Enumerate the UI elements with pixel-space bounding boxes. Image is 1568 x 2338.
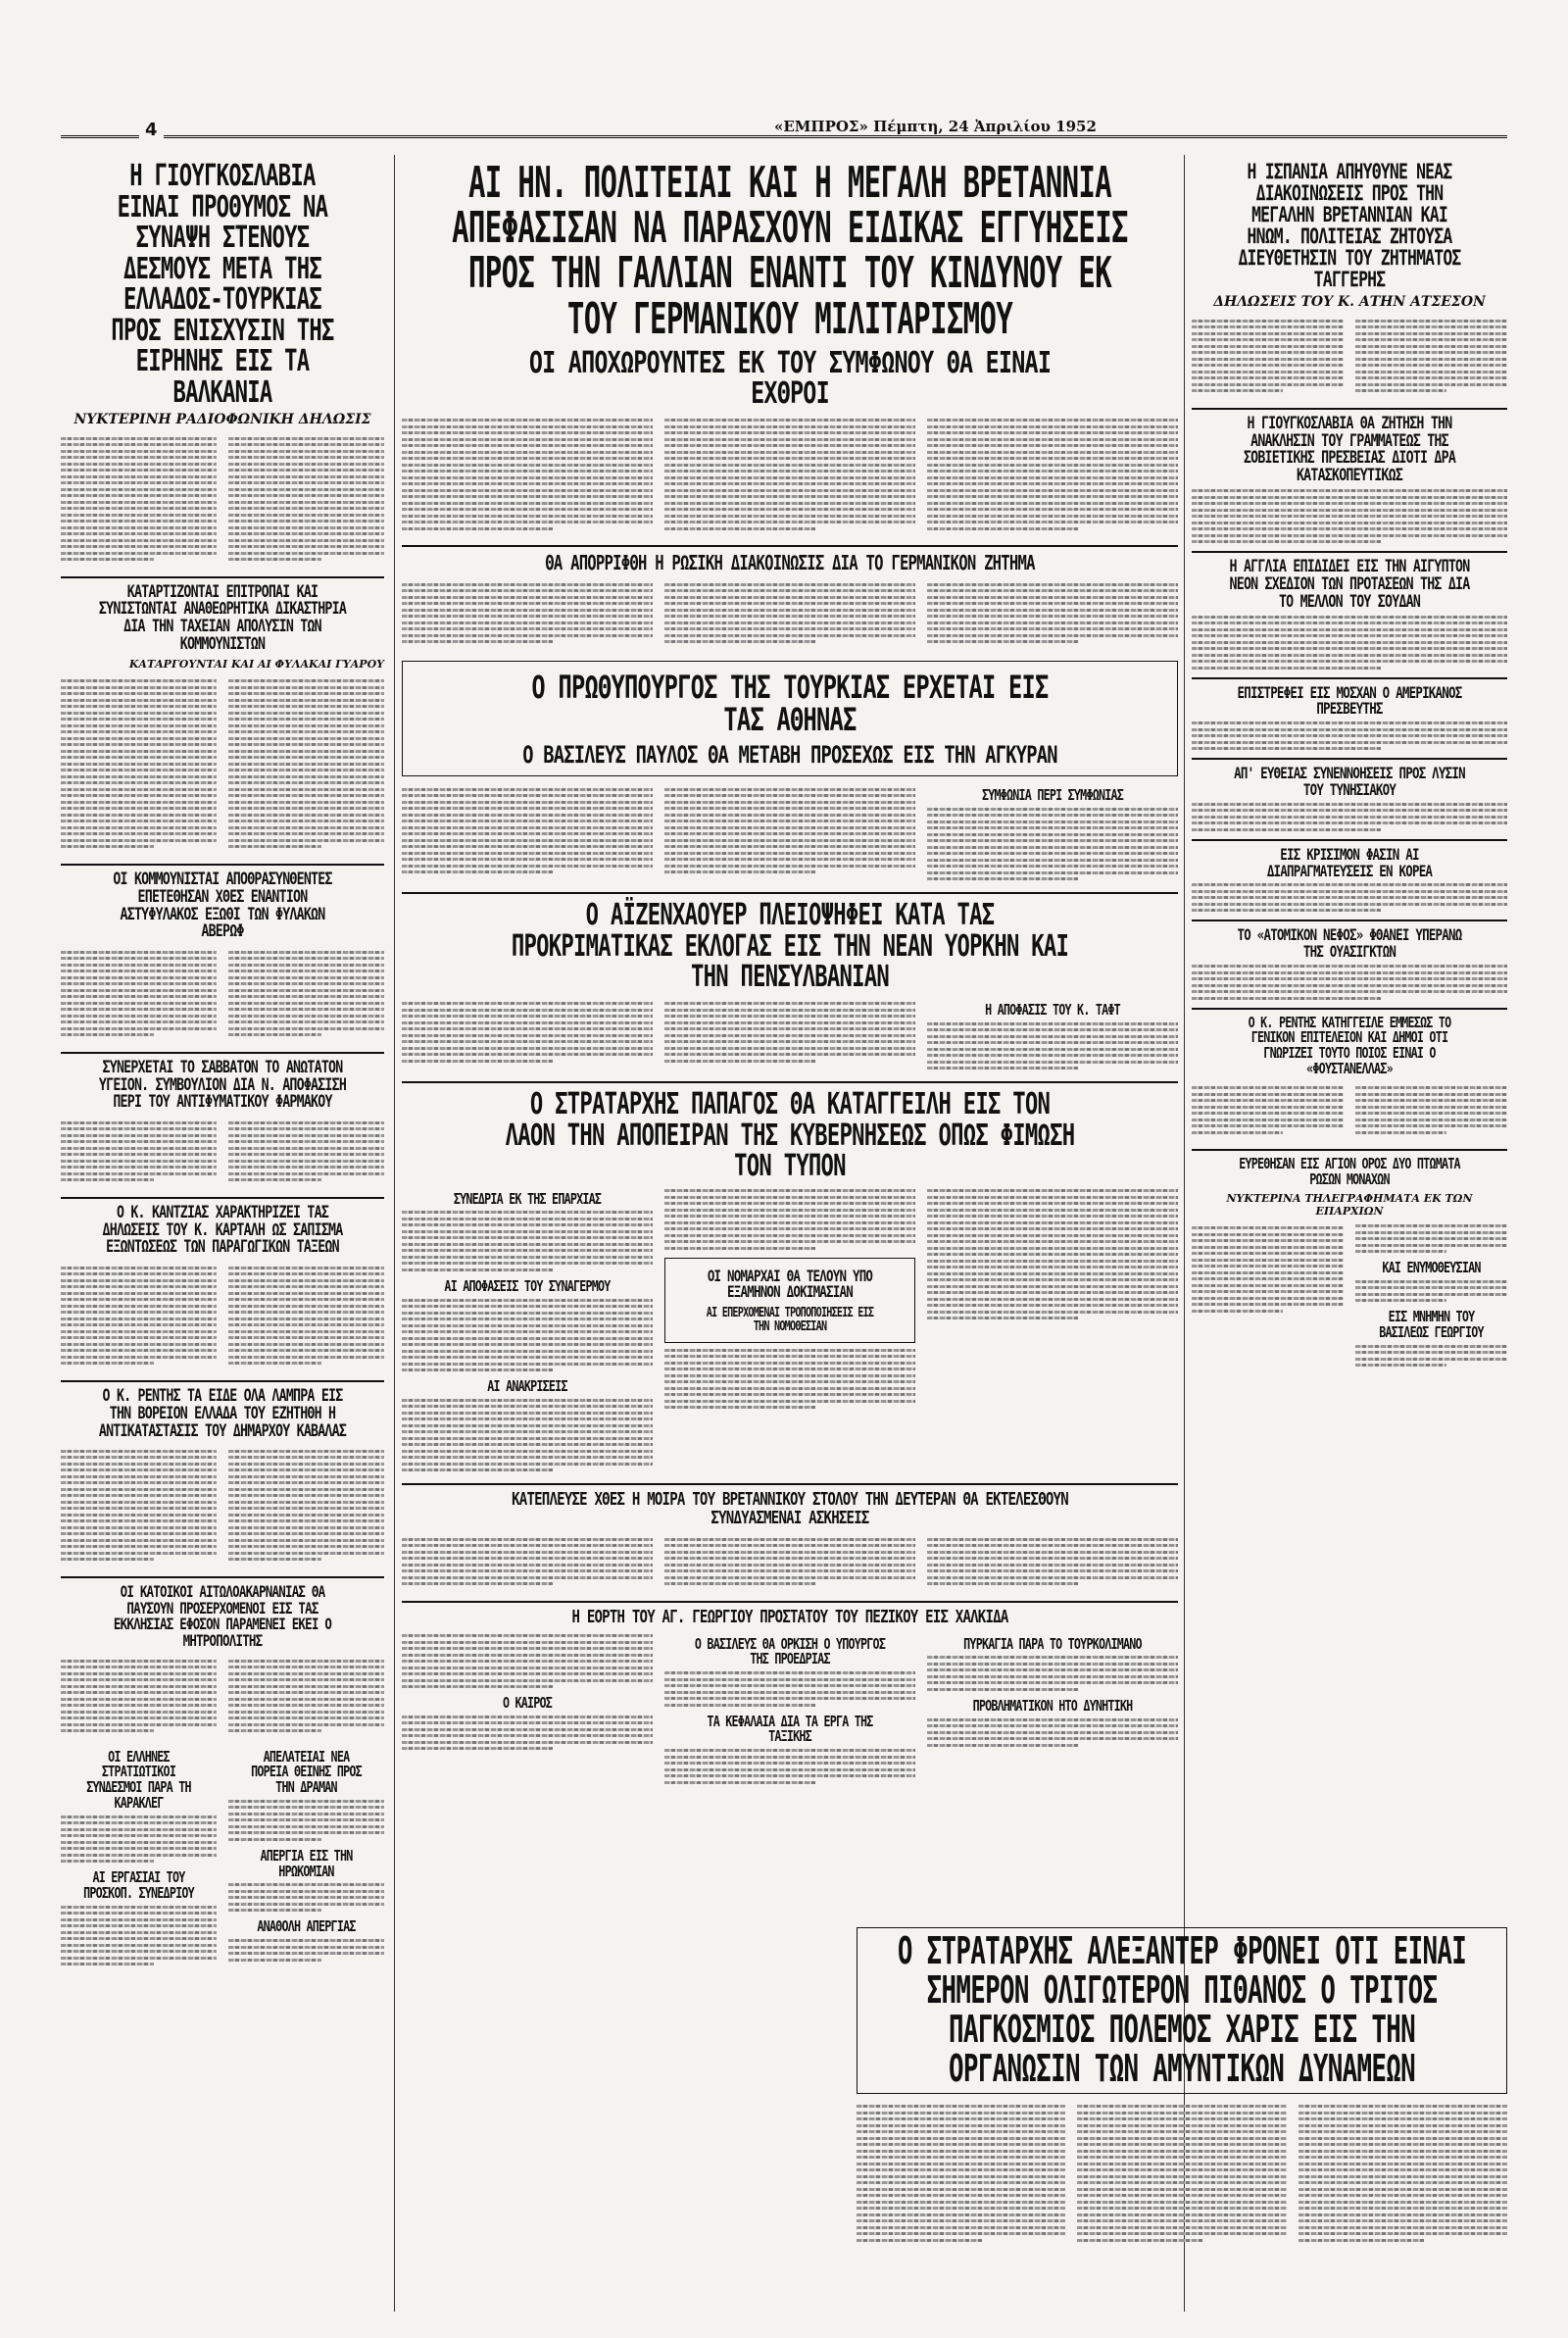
headline-strike-postponed: ΑΝΑΘΟΛΗ ΑΠΕΡΓΙΑΣ — [257, 1917, 356, 1936]
article-body — [927, 808, 1178, 881]
article-body — [402, 1299, 653, 1372]
headline-aetoloakarnania: ΟΙ ΚΑΤΟΙΚΟΙ ΑΙΤΩΛΟΑΚΑΡΝΑΝΙΑΣ ΘΑ ΠΑΥΣΟΥΝ ΠΡΟΣΕΡΧΟΜΕΝΟΙ ΕΙΣ ΤΑΣ ΕΚΚΛΗΣΙΑΣ ΕΦΟΣΟΝ ΠΑΡΑΜΕΝΕΙ ΕΚΕΙ Ο ΜΗΤΡΟΠΟΛΙΤΗΣ — [113, 1581, 332, 1651]
article-body — [228, 947, 384, 1040]
headline-rally-decisions: ΑΙ ΑΠΟΦΑΣΕΙΣ ΤΟΥ ΣΥΝΑΓΕΡΜΟΥ — [444, 1276, 611, 1295]
article-body — [857, 2102, 1065, 2246]
headline-funds: ΤΑ ΚΕΦΑΛΑΙΑ ΔΙΑ ΤΑ ΕΡΓΑ ΤΗΣ ΤΑΞΙΚΗΣ — [707, 1712, 873, 1746]
headline-rentis-kavala: Ο Κ. ΡΕΝΤΗΣ ΤΑ ΕΙΔΕ ΟΛΑ ΛΑΜΠΡΑ ΕΙΣ ΤΗΝ ΒΟΡΕΙΟΝ ΕΛΛΑΔΑ ΤΟΥ ΕΖΗΤΗΘΗ Η ΑΝΤΙΚΑΤΑΣΤΑΣΙΣ ΤΟΥ ΔΗΜΑΡΧΟΥ ΚΑΒΑΛΑΣ — [98, 1385, 347, 1441]
article-body — [61, 1906, 217, 1966]
headline-atomic-cloud: ΤΟ «ΑΤΟΜΙΚΟΝ ΝΕΦΟΣ» ΦΘΑΝΕΙ ΥΠΕΡΑΝΩ ΤΗΣ ΟΥΑΣΙΓΚΤΩΝ — [1237, 925, 1462, 962]
article-body — [61, 1118, 217, 1185]
headline-prefects: ΟΙ ΝΟΜΑΡΧΑΙ ΘΑ ΤΕΛΟΥΝ ΥΠΟ ΕΞΑΜΗΝΟΝ ΔΟΚΙΜΑΣΙΑΝ — [707, 1266, 873, 1302]
article-body — [1192, 1083, 1344, 1138]
headline-soviet-embassy: Η ΓΙΟΥΓΚΟΣΛΑΒΙΑ ΘΑ ΖΗΤΗΣΗ ΤΗΝ ΑΝΑΚΛΗΣΙΝ ΤΟΥ ΓΡΑΜΜΑΤΕΩΣ ΤΗΣ ΣΟΒΙΕΤΙΚΗΣ ΠΡΕΣΒΕΙΑΣ ΔΙΟΤΙ ΔΡΑ ΚΑΤΑΣΚΟΠΕΥΤΙΚΩΣ — [1243, 413, 1456, 486]
article-body — [61, 1446, 217, 1565]
article-body — [927, 1656, 1178, 1691]
article-body — [927, 1189, 1178, 1319]
headline-ambassador: ΕΠΙΣΤΡΕΦΕΙ ΕΙΣ ΜΟΣΧΑΝ Ο ΑΜΕΡΙΚΑΝΟΣ ΠΡΕΣΒΕΥΤΗΣ — [1237, 682, 1462, 719]
headline-communists-attack: ΟΙ ΚΟΜΜΟΥΝΙΣΤΑΙ ΑΠΟΘΡΑΣΥΝΘΕΝΤΕΣ ΕΠΕΤΕΘΗΣΑΝ ΧΘΕΣ ΕΝΑΝΤΙΟΝ ΑΣΤΥΦΥΛΑΚΟΣ ΕΞΩΘΙ ΤΩΝ ΦΥΛΑΚΩΝ ΑΒΕΡΩΦ — [113, 869, 332, 942]
headline-scouts: ΑΙ ΕΡΓΑΣΙΑΙ ΤΟΥ ΠΡΟΣΚΟΠ. ΣΥΝΕΔΡΙΟΥ — [83, 1868, 194, 1902]
subhead-provincial-telegrams: ΝΥΚΤΕΡΙΝΑ ΤΗΛΕΓΡΑΦΗΜΑΤΑ ΕΚ ΤΩΝ ΕΠΑΡΧΙΩΝ — [1226, 1191, 1473, 1218]
article-body — [402, 579, 653, 647]
headline-committees-tribunals: ΚΑΤΑΡΤΙΖΟΝΤΑΙ ΕΠΙΤΡΟΠΑΙ ΚΑΙ ΣΥΝΙΣΤΩΝΤΑΙ ΑΝΑΘΕΩΡΗΤΙΚΑ ΔΙΚΑΣΤΗΡΙΑ ΔΙΑ ΤΗΝ ΤΑΧΕΙΑΝ ΑΠΟΛΥΣΙΝ ΤΩΝ ΚΟΜΜΟΥΝΙΣΤΩΝ — [98, 581, 347, 655]
article-body — [61, 1263, 217, 1368]
article-body — [1355, 1083, 1507, 1138]
page-number: 4 — [139, 120, 164, 140]
headline-tunisia: ΑΠ' ΕΥΘΕΙΑΣ ΣΥΝΕΝΝΟΗΣΕΙΣ ΠΡΟΣ ΛΥΣΙΝ ΤΟΥ ΤΥΝΗΣΙΑΚΟΥ — [1234, 764, 1465, 800]
article-body — [664, 1534, 915, 1589]
headline-spain-tangier: Η ΙΣΠΑΝΙΑ ΑΠΗΥΘΥΝΕ ΝΕΑΣ ΔΙΑΚΟΙΝΩΣΕΙΣ ΠΡΟΣ ΤΗΝ ΜΕΓΑΛΗΝ ΒΡΕΤΑΝΝΙΑΝ ΚΑΙ ΗΝΩΜ. ΠΟΛΙΤΕΙΑΣ ΖΗΤΟΥΣΑ ΔΙΕΥΘΕΤΗΣΙΝ ΤΟΥ ΖΗΤΗΜΑΤΟΣ ΤΑΓΓΕΡΗΣ — [1238, 160, 1461, 292]
article-body — [664, 999, 915, 1070]
article-body — [402, 1211, 653, 1271]
page-header — [61, 120, 1507, 147]
left-column — [61, 155, 384, 1973]
headline-king-george-memory: ΕΙΣ ΜΝΗΜΗΝ ΤΟΥ ΒΑΣΙΛΕΩΣ ΓΕΩΡΓΙΟΥ — [1379, 1308, 1484, 1342]
headline-papagos: Ο ΣΤΡΑΤΑΡΧΗΣ ΠΑΠΑΓΟΣ ΘΑ ΚΑΤΑΓΓΕΙΛΗ ΕΙΣ ΤΟΝ ΛΑΟΝ ΤΗΝ ΑΠΟΠΕΙΡΑΝ ΤΗΣ ΚΥΒΕΡΝΗΣΕΩΣ ΟΠΩΣ ΦΙΜΩΣΗ ΤΟΝ ΤΥΠΟΝ — [505, 1087, 1075, 1184]
article-body — [402, 1399, 653, 1472]
headline-oath: Ο ΒΑΣΙΛΕΥΣ ΘΑ ΟΡΚΙΣΗ Ο ΥΠΟΥΡΓΟΣ ΤΗΣ ΠΡΟΕΔΡΙΑΣ — [694, 1634, 886, 1668]
headline-enymotheusis: ΚΑΙ ΕΝΥΜΟΘΕΥΣΙΑΝ — [1382, 1259, 1481, 1277]
article-body — [1298, 2102, 1507, 2246]
article-body — [1192, 489, 1507, 543]
headline-alexander: Ο ΣΤΡΑΤΑΡΧΗΣ ΑΛΕΞΑΝΤΕΡ ΦΡΟΝΕΙ ΟΤΙ ΕΙΝΑΙ ΣΗΜΕΡΟΝ ΟΛΙΓΩΤΕΡΟΝ ΠΙΘΑΝΟΣ Ο ΤΡΙΤΟΣ ΠΑΓΚΟΣΜΙΟΣ ΠΟΛΕΜΟΣ ΧΑΡΙΣ ΕΙΣ ΤΗΝ ΟΡΓΑΝΩΣΙΝ ΤΩΝ ΑΜΥΝΤΙΚΩΝ ΔΥΝΑΜΕΩΝ — [897, 1929, 1467, 2090]
article-body — [402, 784, 653, 880]
article-body — [61, 1816, 217, 1864]
article-body — [228, 1883, 384, 1912]
article-body — [61, 676, 217, 852]
article-body — [927, 579, 1178, 647]
article-body — [664, 1749, 915, 1784]
article-body — [1192, 721, 1507, 750]
headline-military: ΟΙ ΕΛΛΗΝΕΣ ΣΤΡΑΤΙΩΤΙΚΟΙ ΣΥΝΔΕΣΜΟΙ ΠΑΡΑ ΤΗ ΚΑΡΑΚΛΕΓ — [86, 1747, 191, 1812]
article-body — [1192, 616, 1507, 670]
headline-sudan: Η ΑΓΓΛΙΑ ΕΠΙΔΙΔΕΙ ΕΙΣ ΤΗΝ ΑΙΓΥΠΤΟΝ ΝΕΟΝ ΣΧΕΔΙΟΝ ΤΩΝ ΠΡΟΤΑΣΕΩΝ ΤΗΣ ΔΙΑ ΤΟ ΜΕΛΛΟΝ ΤΟΥ ΣΟΥΔΑΝ — [1229, 557, 1470, 612]
headline-strike: ΑΠΕΡΓΙΑ ΕΙΣ ΤΗΝ ΗΡΩΚΟΜΙΑΝ — [260, 1846, 353, 1880]
article-body — [664, 416, 915, 534]
article-body — [228, 1118, 384, 1185]
article-body — [228, 1446, 384, 1565]
header-rule — [61, 135, 1507, 138]
subhead-acheson: ΔΗΛΩΣΕΙΣ ΤΟΥ Κ. ΑΤΗΝ ΑΤΣΕΣΟΝ — [1213, 294, 1486, 311]
main-subheadline: ΟΙ ΑΠΟΧΩΡΟΥΝΤΕΣ ΕΚ ΤΟΥ ΣΥΜΦΩΝΟΥ ΘΑ ΕΙΝΑΙ ΕΧΘΡΟΙ — [528, 345, 1052, 412]
center-section — [402, 155, 1178, 1792]
article-body — [664, 1671, 915, 1707]
article-body — [1355, 1224, 1507, 1253]
headline-turkish-pm: Ο ΠΡΩΘΥΠΟΥΡΓΟΣ ΤΗΣ ΤΟΥΡΚΙΑΣ ΕΡΧΕΤΑΙ ΕΙΣ ΤΑΣ ΑΘΗΝΑΣ — [531, 668, 1049, 739]
article-body — [402, 1716, 653, 1751]
alexander-story — [857, 1921, 1507, 2253]
headline-soviet-note: ΘΑ ΑΠΟΡΡΙΦΘΗ Η ΡΩΣΙΚΗ ΔΙΑΚΟΙΝΩΣΙΣ ΔΙΑ ΤΟ ΓΕΡΜΑΝΙΚΟΝ ΖΗΤΗΜΑ — [545, 551, 1035, 575]
headline-weather: Ο ΚΑΙΡΟΣ — [502, 1694, 553, 1713]
article-body — [664, 579, 915, 647]
subhead-radio-statement: ΝΥΚΤΕΡΙΝΗ ΡΑΔΙΟΦΩΝΙΚΗ ΔΗΛΩΣΙΣ — [74, 412, 371, 427]
article-body — [1192, 803, 1507, 831]
headline-foustanellas: Ο Κ. ΡΕΝΤΗΣ ΚΑΤΗΓΓΕΙΛΕ ΕΜΜΕΣΩΣ ΤΟ ΓΕΝΙΚΟΝ ΕΠΙΤΕΛΕΙΟΝ ΚΑΙ ΔΗΜΟΙ ΟΤΙ ΓΝΩΡΙΖΕΙ ΤΟΥΤΟ ΠΟΙΟΣ ΕΙΝΑΙ Ο «ΦΟΥΣΤΑΝΕΛΛΑΣ» — [1248, 1013, 1451, 1077]
subheadline-king-ankara: Ο ΒΑΣΙΛΕΥΣ ΠΑΥΛΟΣ ΘΑ ΜΕΤΑΒΗ ΠΡΟΣΕΧΩΣ ΕΙΣ ΤΗΝ ΑΓΚΥΡΑΝ — [522, 740, 1057, 769]
article-body — [402, 1634, 653, 1688]
article-body — [61, 433, 217, 565]
article-body — [1355, 1345, 1507, 1368]
subheadline-legislation: ΑΙ ΕΠΕΡΧΟΜΕΝΑΙ ΤΡΟΠΟΠΟΙΗΣΕΙΣ ΕΙΣ ΤΗΝ ΝΟΜΟΘΕΣΙΑΝ — [706, 1306, 874, 1334]
headline-drama: ΑΠΕΛΑΤΕΙΑΙ ΝΕΑ ΠΟΡΕΙΑ ΘΕΙΝΗΣ ΠΡΟΣ ΤΗΝ ΔΡΑΜΑΝ — [251, 1747, 362, 1797]
article-body — [228, 1656, 384, 1736]
subhead-gyaros: ΚΑΤΑΡΓΟΥΝΤΑΙ ΚΑΙ ΑΙ ΦΥΛΑΚΑΙ ΓΥΑΡΟΥ — [128, 657, 384, 671]
article-body — [1355, 1280, 1507, 1303]
headline-health-council: ΣΥΝΕΡΧΕΤΑΙ ΤΟ ΣΑΒΒΑΤΟΝ ΤΟ ΑΝΩΤΑΤΟΝ ΥΓΕΙΟΝ. ΣΥΜΒΟΥΛΙΟΝ ΔΙΑ Ν. ΑΠΟΦΑΣΙΣΗ ΠΕΡΙ ΤΟΥ ΑΝΤΙΦΥΜΑΤΙΚΟΥ ΦΑΡΜΑΚΟΥ — [98, 1057, 347, 1113]
article-body — [61, 1656, 217, 1736]
article-body — [1355, 316, 1507, 396]
article-body — [402, 416, 653, 534]
article-body — [402, 999, 653, 1070]
article-body — [228, 1939, 384, 1962]
right-column — [1192, 155, 1507, 1374]
article-body — [664, 784, 915, 880]
article-body — [664, 1189, 915, 1250]
headline-inquiries: ΑΙ ΑΝΑΚΡΙΣΕΙΣ — [487, 1377, 567, 1396]
main-headline: ΑΙ ΗΝ. ΠΟΛΙΤΕΙΑΙ ΚΑΙ Η ΜΕΓΑΛΗ ΒΡΕΤΑΝΝΙΑ ΑΠΕΦΑΣΙΣΑΝ ΝΑ ΠΑΡΑΣΧΟΥΝ ΕΙΔΙΚΑΣ ΕΓΓΥΗΣΕΙΣ ΠΡΟΣ ΤΗΝ ΓΑΛΛΙΑΝ ΕΝΑΝΤΙ ΤΟΥ ΚΙΝΔΥΝΟΥ ΕΚ ΤΟΥ ΓΕΡΜΑΝΙΚΟΥ ΜΙΛΙΤΑΡΙΣΜΟΥ — [452, 158, 1128, 344]
article-body — [927, 1718, 1178, 1747]
headline-korea: ΕΙΣ ΚΡΙΣΙΜΟΝ ΦΑΣΙΝ ΑΙ ΔΙΑΠΡΑΓΜΑΤΕΥΣΕΙΣ ΕΝ ΚΟΡΕΑ — [1266, 844, 1433, 880]
column-rule — [394, 155, 395, 2312]
article-body — [927, 1022, 1178, 1070]
headline-eisenhower: Ο ΑΪΖΕΝΧΑΟΥΕΡ ΠΛΕΙΟΨΗΦΕΙ ΚΑΤΑ ΤΑΣ ΠΡΟΚΡΙΜΑΤΙΚΑΣ ΕΚΛΟΓΑΣ ΕΙΣ ΤΗΝ ΝΕΑΝ ΥΟΡΚΗΝ ΚΑΙ ΤΗΝ ΠΕΝΣΥΛΒΑΝΙΑΝ — [511, 898, 1069, 995]
article-body — [228, 1800, 384, 1841]
headline-session: ΣΥΝΕΔΡΙΑ ΕΚ ΤΗΣ ΕΠΑΡΧΙΑΣ — [453, 1189, 602, 1208]
headline-agreement: ΣΥΜΦΩΝΙΑ ΠΕΡΙ ΣΥΜΦΩΝΙΑΣ — [981, 786, 1124, 805]
masthead-dateline: «ΕΜΠΡΟΣ» Πέμπτη, 24 Ἀπριλίου 1952 — [766, 118, 1104, 135]
article-body — [228, 433, 384, 565]
article-body — [1192, 883, 1507, 912]
article-body — [228, 1263, 384, 1368]
headline-st-george: Η ΕΟΡΤΗ ΤΟΥ ΑΓ. ΓΕΩΡΓΙΟΥ ΠΡΟΣΤΑΤΟΥ ΤΟΥ ΠΕΖΙΚΟΥ ΕΙΣ ΧΑΛΚΙΔΑ — [571, 1606, 1008, 1627]
article-body — [402, 1534, 653, 1589]
article-body — [1192, 1223, 1344, 1368]
article-body — [927, 1534, 1178, 1589]
headline-problem: ΠΡΟΒΛΗΜΑΤΙΚΟΝ ΗΤΟ ΔΥΝΗΤΙΚΗ — [972, 1696, 1133, 1715]
article-body — [1192, 316, 1344, 396]
headline-fire: ΠΥΡΚΑΓΙΑ ΠΑΡΑ ΤΟ ΤΟΥΡΚΟΛΙΜΑΝΟ — [963, 1634, 1142, 1653]
article-body — [927, 416, 1178, 534]
article-body — [228, 676, 384, 852]
article-body — [664, 1349, 915, 1410]
article-body — [1077, 2102, 1286, 2246]
article-body — [1192, 965, 1507, 1000]
headline-taft: Η ΑΠΟΦΑΣΙΣ ΤΟΥ Κ. ΤΑΦΤ — [985, 1000, 1120, 1019]
article-body — [61, 947, 217, 1040]
headline-yugoslavia-ties: Η ΓΙΟΥΓΚΟΣΛΑΒΙΑ ΕΙΝΑΙ ΠΡΟΘΥΜΟΣ ΝΑ ΣΥΝΑΨΗ ΣΤΕΝΟΥΣ ΔΕΣΜΟΥΣ ΜΕΤΑ ΤΗΣ ΕΛΛΑΔΟΣ-ΤΟΥΡΚΙΑΣ ΠΡΟΣ ΕΝΙΣΧΥΣΙΝ ΤΗΣ ΕΙΡΗΝΗΣ ΕΙΣ ΤΑ ΒΑΛΚΑΝΙΑ — [111, 159, 334, 410]
headline-mount-athos: ΕΥΡΕΘΗΣΑΝ ΕΙΣ ΑΓΙΟΝ ΟΡΟΣ ΔΥΟ ΠΤΩΜΑΤΑ ΡΩΣΩΝ ΜΟΝΑΧΩΝ — [1239, 1155, 1460, 1188]
headline-british-fleet: ΚΑΤΕΠΛΕΥΣΕ ΧΘΕΣ Η ΜΟΙΡΑ ΤΟΥ ΒΡΕΤΑΝΝΙΚΟΥ ΣΤΟΛΟΥ ΤΗΝ ΔΕΥΤΕΡΑΝ ΘΑ ΕΚΤΕΛΕΣΘΟΥΝ ΣΥΝΔΥΑΣΜΕΝΑΙ ΑΣΚΗΣΕΙΣ — [512, 1489, 1068, 1529]
headline-kantzias: Ο Κ. ΚΑΝΤΖΙΑΣ ΧΑΡΑΚΤΗΡΙΖΕΙ ΤΑΣ ΔΗΛΩΣΕΙΣ ΤΟΥ Κ. ΚΑΡΤΑΛΗ ΩΣ ΣΑΠΙΣΜΑ ΕΞΩΝΤΩΣΕΩΣ ΤΩΝ ΠΑΡΑΓΩΓΙΚΩΝ ΤΑΞΕΩΝ — [102, 1202, 343, 1258]
